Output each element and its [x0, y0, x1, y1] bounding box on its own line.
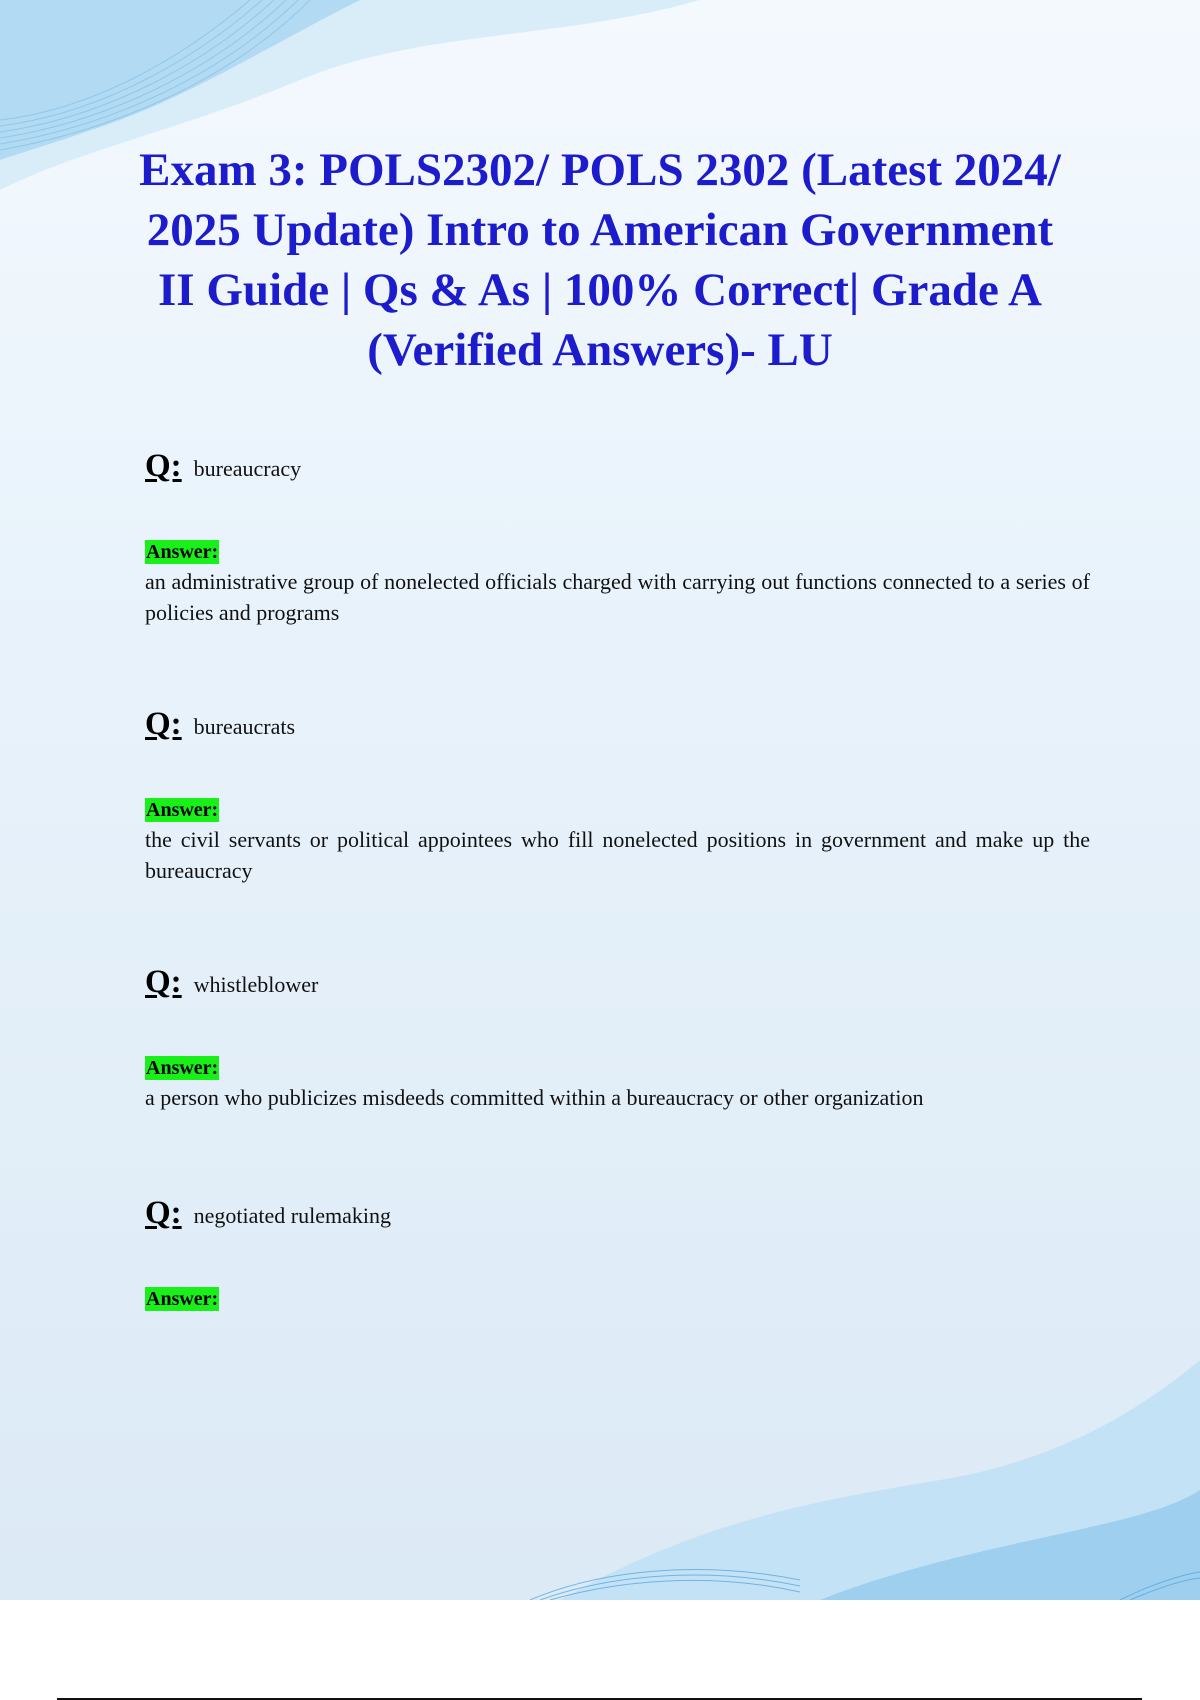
question-text: bureaucracy [193, 456, 302, 481]
answer-label: Answer: [146, 1057, 219, 1079]
question-text: whistleblower [193, 972, 319, 997]
answer-text: a person who publicizes misdeeds committed within a bureaucracy or other organization [145, 1085, 924, 1110]
answer-text: the civil servants or political appointees who fill nonelected positions in government and make up the bureaucracy [145, 827, 1090, 883]
qa-item [145, 706, 1095, 886]
qa-item [145, 448, 1095, 628]
qa-item [145, 964, 1095, 1113]
qa-list [145, 448, 1095, 1313]
question-row [145, 1195, 1095, 1235]
question-text: negotiated rulemaking [193, 1203, 391, 1228]
question-label: Q: [145, 448, 182, 484]
document-title: Exam 3: POLS2302/ POLS 2302 (Latest 2024/ 2025 Update) Intro to American Government II Guide | Qs & As | 100% Correct| Grade A (Verified Answers)- LU [139, 144, 1061, 376]
answer-text: an administrative group of nonelected officials charged with carrying out functions connected to a series of policies and programs [145, 569, 1090, 625]
qa-item [145, 1195, 1095, 1311]
question-label: Q: [145, 1195, 182, 1231]
answer-label: Answer: [146, 1288, 219, 1310]
question-label: Q: [145, 964, 182, 1000]
question-row [145, 448, 1095, 488]
question-label: Q: [145, 706, 182, 742]
question-text: bureaucrats [193, 714, 296, 739]
question-row [145, 706, 1095, 746]
question-row [145, 964, 1095, 1004]
answer-label: Answer: [146, 541, 219, 563]
answer-label: Answer: [146, 799, 219, 821]
